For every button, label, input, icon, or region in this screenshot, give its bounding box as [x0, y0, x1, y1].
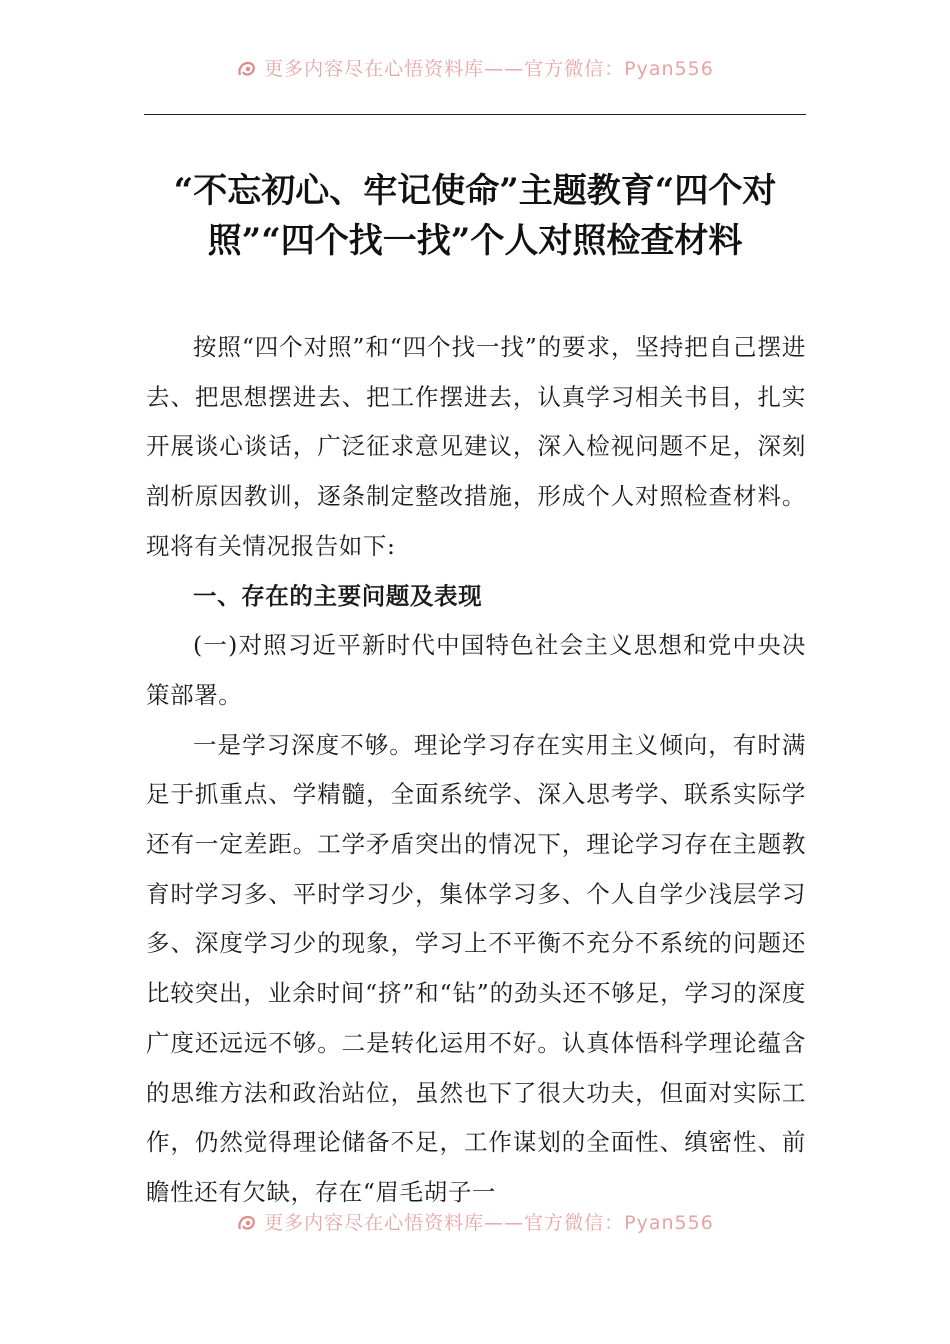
document-title: “不忘初心、牢记使命”主题教育“四个对照”“四个找一找”个人对照检查材料: [173, 171, 777, 261]
subsection-heading: (一)对照习近平新时代中国特色社会主义思想和党中央决策部署。: [146, 631, 806, 709]
document-body: [146, 323, 806, 1218]
watermark-text: 更多内容尽在心悟资料库——官方微信：Pyan556: [264, 58, 714, 80]
intro-paragraph: 按照“四个对照”和“四个找一找”的要求，坚持把自己摆进去、把思想摆进去、把工作摆进去，认真学习相关书目，扎实开展谈心谈话，广泛征求意见建议，深入检视问题不足，深刻剖析原因教训，逐条制定整改措施，形成个人对照检查材料。现将有关情况报告如下:: [146, 333, 806, 560]
header-rule: [144, 114, 806, 115]
watermark-logo-icon: [236, 59, 258, 81]
body-paragraph: 一是学习深度不够。理论学习存在实用主义倾向，有时满足于抓重点、学精髓，全面系统学、深入思考学、联系实际学还有一定差距。工学矛盾突出的情况下，理论学习存在主题教育时学习多、平时学习少，集体学习多、个人自学少浅层学习多、深度学习少的现象，学习上不平衡不充分不系统的问题还比较突出，业余时间“挤”和“钻”的劲头还不够足，学习的深度广度还远远不够。二是转化运用不好。认真体悟科学理论蕴含的思维方法和政治站位，虽然也下了很大功夫，但面对实际工作，仍然觉得理论储备不足，工作谋划的全面性、缜密性、前瞻性还有欠缺，存在“眉毛胡子一: [146, 730, 806, 1206]
watermark-header: [0, 54, 950, 84]
watermark-logo-icon: [236, 1213, 258, 1235]
watermark-text: 更多内容尽在心悟资料库——官方微信：Pyan556: [264, 1212, 714, 1234]
watermark-footer: [0, 1208, 950, 1238]
section-heading: 一、存在的主要问题及表现: [193, 581, 483, 610]
